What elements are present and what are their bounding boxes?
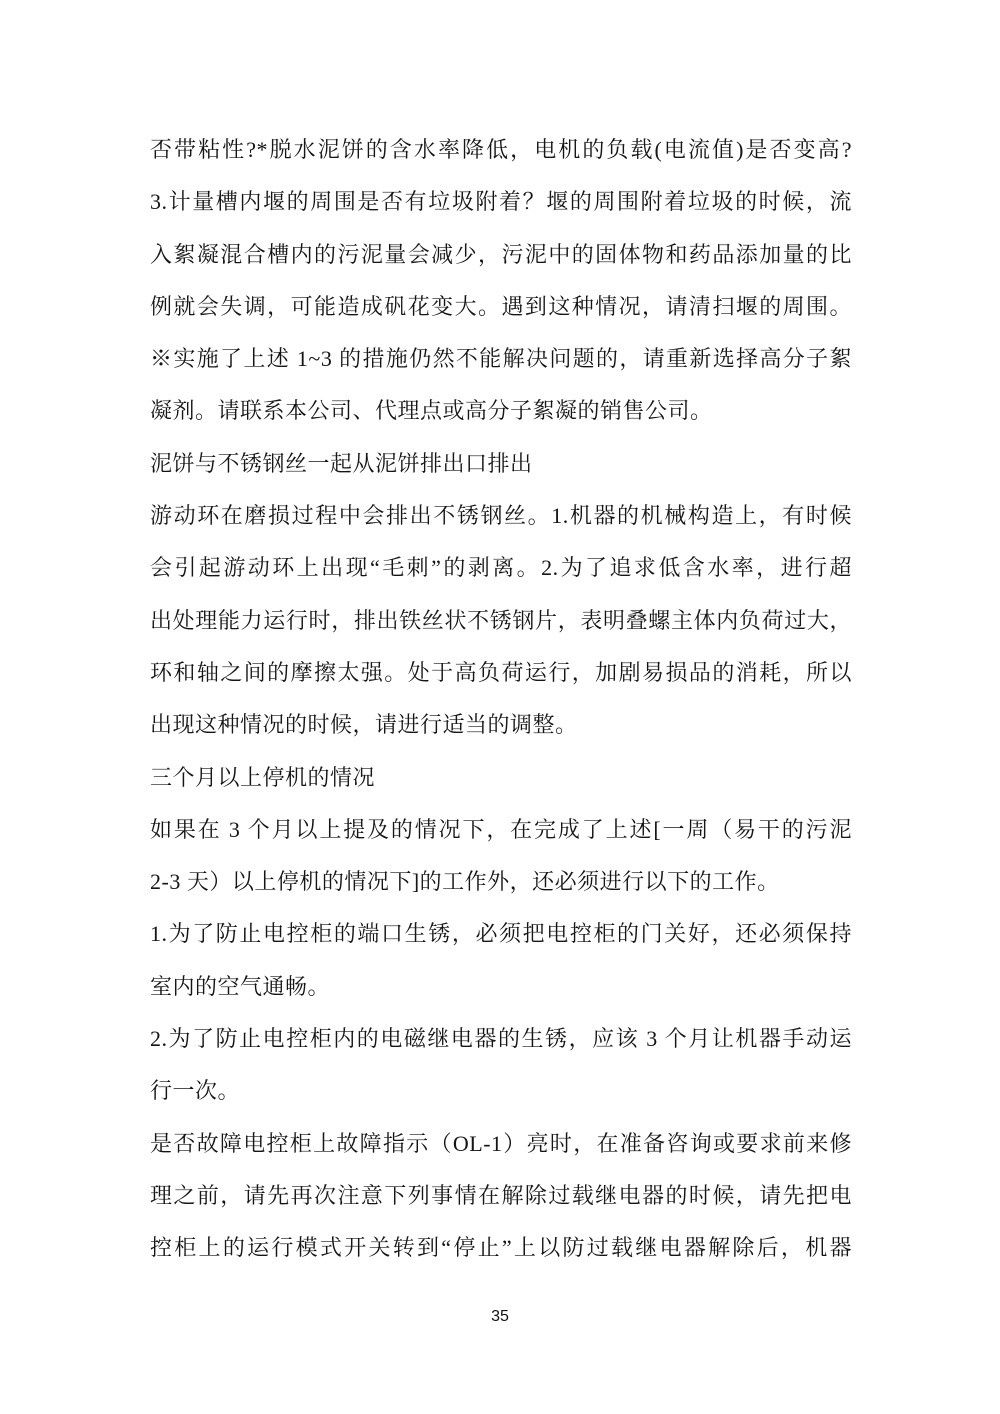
text-line: 否带粘性?*脱水泥饼的含水率降低，电机的负载(电流值)是否变高? [150, 137, 852, 162]
text-line: 会引起游动环上出现“毛刺”的剥离。2.为了追求低含水率，进行超 [150, 555, 852, 581]
section-heading: 三个月以上停机的情况 [150, 764, 376, 790]
text-line: 如果在 3 个月以上提及的情况下，在完成了上述[一周（易干的污泥 [150, 816, 852, 842]
text-line: 出现这种情况的时候，请进行适当的调整。 [150, 712, 578, 738]
text-line: 环和轴之间的摩擦太强。处于高负荷运行，加剧易损品的消耗，所以 [150, 659, 852, 685]
text-line: 2-3 天）以上停机的情况下]的工作外，还必须进行以下的工作。 [150, 869, 780, 895]
text-line: 入絮凝混合槽内的污泥量会减少，污泥中的固体物和药品添加量的比 [150, 241, 852, 267]
text-line: 1.为了防止电控柜的端口生锈，必须把电控柜的门关好，还必须保持 [150, 921, 852, 947]
page-number: 35 [491, 1308, 509, 1325]
text-line: 例就会失调，可能造成矾花变大。遇到这种情况，请清扫堰的周围。 [150, 293, 852, 319]
text-line: 游动环在磨损过程中会排出不锈钢丝。1.机器的机械构造上，有时候 [150, 503, 852, 529]
text-line: 2.为了防止电控柜内的电磁继电器的生锈，应该 3 个月让机器手动运 [150, 1026, 852, 1052]
text-line: 3.计量槽内堰的周围是否有垃圾附着？堰的周围附着垃圾的时候，流 [150, 189, 852, 215]
text-line: 出处理能力运行时，排出铁丝状不锈钢片，表明叠螺主体内负荷过大， [150, 607, 852, 633]
text-line: 是否故障电控柜上故障指示（OL-1）亮时，在准备咨询或要求前来修 [150, 1130, 852, 1156]
text-line: 凝剂。请联系本公司、代理点或高分子絮凝的销售公司。 [150, 398, 713, 424]
text-block [150, 124, 852, 1275]
text-line: 控柜上的运行模式开关转到“停止”上以防过载继电器解除后，机器 [150, 1235, 852, 1261]
text-line: 理之前，请先再次注意下列事情在解除过载继电器的时候，请先把电 [150, 1182, 852, 1208]
section-heading: 泥饼与不锈钢丝一起从泥饼排出口排出 [150, 450, 533, 476]
text-line: ※实施了上述 1~3 的措施仍然不能解决问题的，请重新选择高分子絮 [150, 346, 852, 372]
text-line: 室内的空气通畅。 [150, 973, 331, 999]
text-line: 行一次。 [150, 1078, 241, 1104]
